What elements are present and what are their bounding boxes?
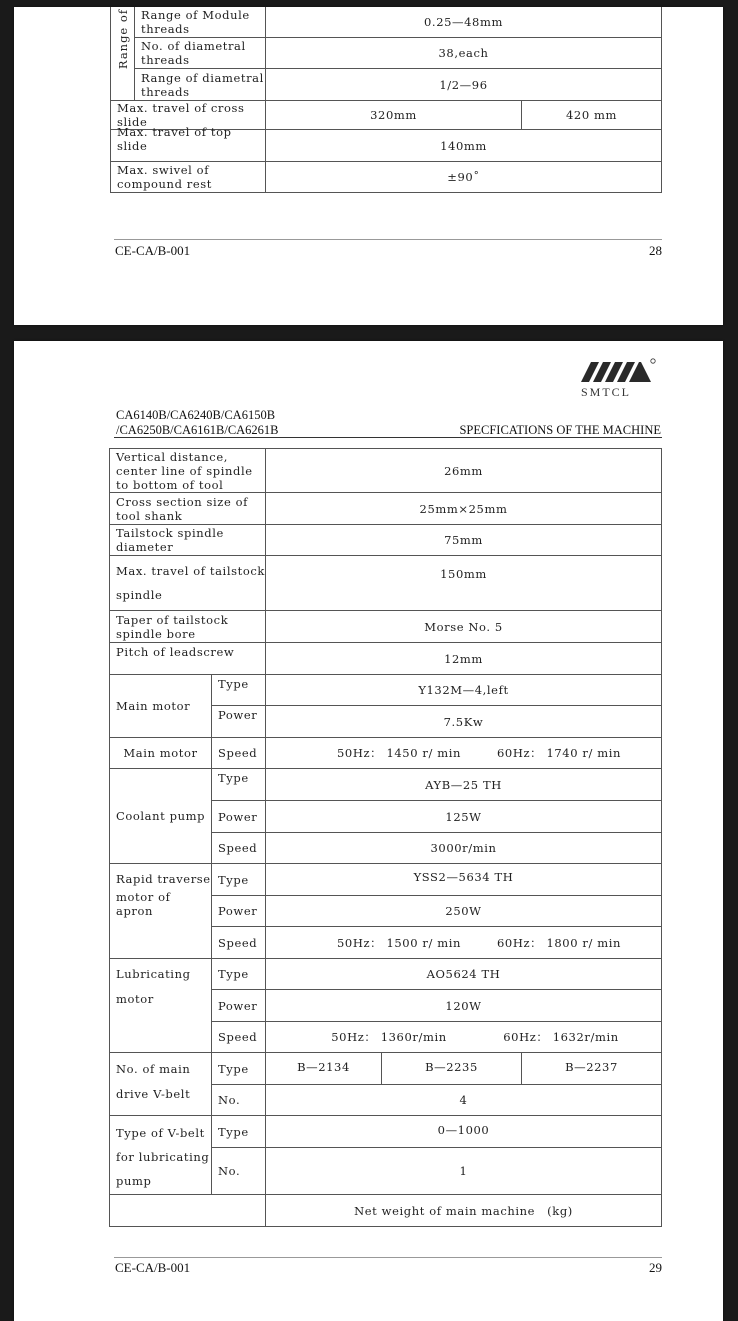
lub-vbelt-type-label: Type [218,1124,249,1139]
tailstock-diameter-label: Tailstock spindle diameter [116,526,224,554]
page-number: 29 [649,1260,662,1275]
rapid-speed-60: 60Hz： 1800 r/ min [496,935,621,950]
footer-code: CE-CA/B-001 [115,1260,191,1275]
smtcl-logo [579,357,659,401]
rapid-type-value: YSS2—5634 TH [413,870,514,884]
swivel-value: ±90˚ [447,170,480,184]
lubricating-motor-label-1: Lubricating [116,967,191,981]
lub-type-value: AO5624 TH [426,967,501,981]
footer-code: CE-CA/B-001 [115,243,191,258]
vbelt-label-1: No. of main [116,1062,191,1076]
coolant-power-value: 125W [445,809,482,824]
coolant-speed-label: Speed [218,841,258,855]
vbelt-no-label: No. [218,1093,241,1107]
rapid-traverse-label-2: motor of apron [116,890,171,918]
coolant-pump-label: Coolant pump [115,809,206,823]
page-number: 28 [649,243,662,258]
lub-power-label: Power [218,998,258,1013]
lub-vbelt-label-1: Type of V-belt [116,1126,205,1140]
tailstock-taper-value: Morse No. 5 [424,619,503,634]
rapid-speed-label: Speed [218,935,258,950]
rapid-power-value: 250W [445,904,482,918]
tailstock-travel-value: 150mm [440,567,487,581]
page-29 [14,341,723,1321]
top-slide-value: 140mm [440,138,487,153]
lub-power-value: 120W [445,998,482,1013]
vbelt-type-a: B—2134 [297,1060,350,1074]
top-slide-label: Max. travel of top slide [117,125,232,153]
cross-slide-value-b: 420 mm [565,108,617,122]
net-weight-label: Net weight of main machine (kg) [354,1203,573,1218]
diametral-threads-range-label: Range of diametral threads [141,70,264,99]
coolant-speed-value: 3000r/min [430,841,497,855]
lub-speed-60: 60Hz： 1632r/min [503,1030,619,1044]
main-motor-power-value: 7.5Kw [443,714,484,729]
tool-shank-value: 25mm×25mm [419,501,508,516]
rapid-traverse-label-1: Rapid traverse [116,872,211,886]
coolant-type-value: AYB—25 TH [425,777,502,792]
lub-speed-50: 50Hz： 1360r/min [331,1030,447,1044]
diametral-threads-count-label: No. of diametral threads [141,39,246,67]
leadscrew-pitch-value: 12mm [444,651,483,666]
main-motor-speed-50: 50Hz： 1450 r/ min [336,746,461,760]
vbelt-type-b: B—2235 [425,1060,478,1074]
models-line2: /CA6250B/CA6161B/CA6261B [116,423,279,437]
rapid-type-label: Type [218,872,249,887]
main-motor-type-value: Y132M—4,left [418,683,509,697]
module-threads-value: 0.25—48mm [424,15,503,29]
vbelt-type-label: Type [218,1061,249,1076]
vertical-distance-value: 26mm [444,463,483,478]
lub-vbelt-no-label: No. [218,1164,241,1178]
lub-vbelt-no-value: 1 [459,1164,468,1178]
rapid-power-label: Power [218,904,258,918]
lub-vbelt-type-value: 0—1000 [437,1123,490,1137]
tool-shank-label: Cross section size of tool shank [116,494,248,523]
tailstock-travel-label: Max. travel of tailstock spindle [116,564,265,602]
swivel-label: Max. swivel of compound rest [117,163,213,191]
lub-type-label: Type [218,967,249,981]
lub-speed-label: Speed [218,1030,258,1044]
page-28 [14,7,723,325]
tailstock-diameter-value: 75mm [444,533,483,547]
section-title: SPECFICATIONS OF THE MACHINE [459,423,661,437]
main-motor-speed-60: 60Hz： 1740 r/ min [496,746,621,760]
vbelt-no-value: 4 [459,1093,468,1107]
cross-slide-label: Max. travel of cross slide [117,101,245,129]
main-motor-type-label: Type [218,677,249,691]
vbelt-label-2: drive V-belt [116,1087,191,1101]
range-group-label: Range of [116,8,130,70]
lub-vbelt-label-2: for lubricating [116,1150,210,1164]
coolant-type-label: Type [218,771,249,785]
logo-text: SMTCL [581,385,632,399]
diametral-threads-range-value: 1/2—96 [439,77,488,92]
coolant-power-label: Power [218,809,258,824]
main-motor-speed-label: Speed [218,746,258,760]
main-motor-label-2: Main motor [123,746,198,760]
main-motor-label: Main motor [116,699,191,713]
cross-slide-value-a: 320mm [370,108,417,122]
lub-vbelt-label-3: pump [116,1174,152,1188]
tailstock-taper-label: Taper of tailstock spindle bore [116,612,229,641]
vbelt-type-c: B—2237 [565,1060,618,1074]
main-motor-power-label: Power [218,708,258,722]
diametral-threads-count-value: 38,each [438,46,489,60]
leadscrew-pitch-label: Pitch of leadscrew [116,645,235,659]
vertical-distance-label: Vertical distance, center line of spindle to bottom of tool [116,449,253,492]
rapid-speed-50: 50Hz： 1500 r/ min [336,935,461,950]
lubricating-motor-label-2: motor [116,992,154,1006]
models-line1: CA6140B/CA6240B/CA6150B [116,408,276,422]
module-threads-label: Range of Module threads [141,8,250,36]
